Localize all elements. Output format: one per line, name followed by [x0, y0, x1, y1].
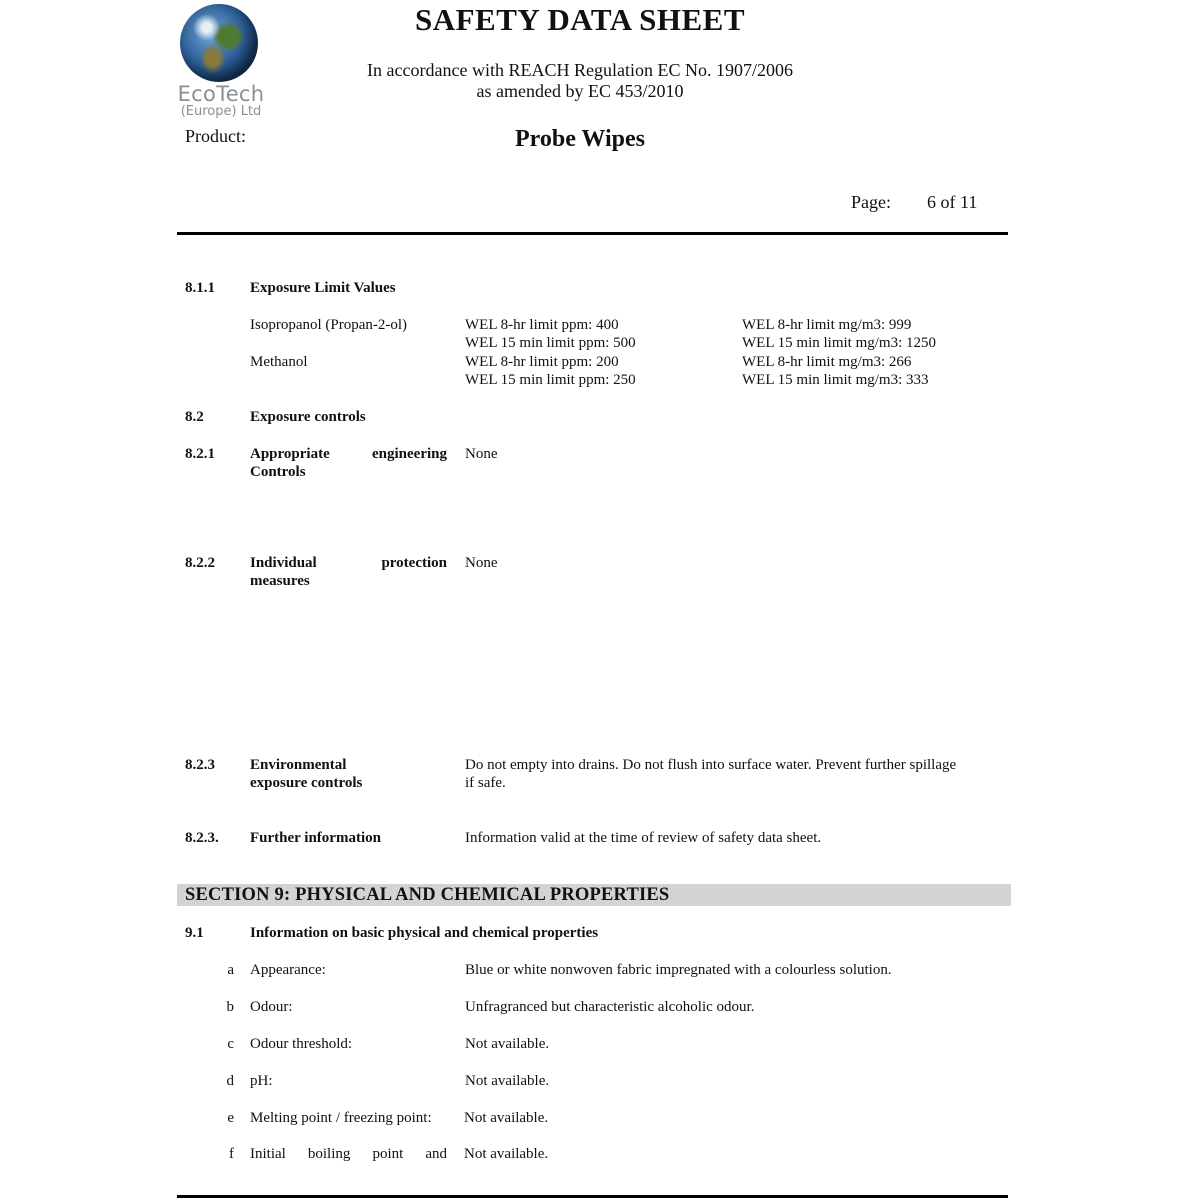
- section-number: 9.1: [185, 925, 204, 941]
- footer-divider: [177, 1195, 1008, 1198]
- property-value: Blue or white nonwoven fabric impregnated with a colourless solution.: [465, 962, 892, 978]
- property-letter: c: [227, 1036, 234, 1052]
- header-divider: [177, 232, 1008, 235]
- logo-subtitle: (Europe) Ltd: [180, 104, 262, 119]
- substance-name: Methanol: [250, 354, 308, 370]
- logo-name: EcoTech: [177, 82, 265, 106]
- limit-value: WEL 15 min limit mg/m3: 1250: [742, 335, 937, 351]
- field-value: None: [465, 555, 498, 571]
- label-word: protection: [381, 555, 447, 571]
- property-letter: a: [227, 962, 234, 978]
- globe-logo-icon: [180, 4, 258, 82]
- property-value: Not available.: [465, 1036, 550, 1052]
- field-label-line: exposure controls: [250, 775, 363, 791]
- property-value: Not available.: [464, 1146, 549, 1162]
- field-label-line: Controls: [250, 464, 306, 480]
- field-label-line: measures: [250, 573, 310, 589]
- section-number: 8.2.3.: [185, 830, 219, 846]
- section-heading: Exposure controls: [250, 409, 366, 425]
- document-title: SAFETY DATA SHEET: [414, 2, 746, 37]
- limit-value: WEL 15 min limit mg/m3: 333: [742, 372, 929, 388]
- limit-value: WEL 15 min limit ppm: 250: [465, 372, 636, 388]
- property-label: Odour threshold:: [250, 1036, 353, 1052]
- property-letter: f: [229, 1146, 234, 1162]
- field-value: None: [465, 446, 498, 462]
- substance-name: Isopropanol (Propan-2-ol): [250, 317, 408, 333]
- section-number: 8.2.1: [185, 446, 215, 462]
- property-value: Unfragranced but characteristic alcoholic odour.: [465, 999, 755, 1015]
- section-title: SECTION 9: PHYSICAL AND CHEMICAL PROPERTIES: [185, 885, 670, 905]
- limit-value: WEL 8-hr limit ppm: 400: [465, 317, 619, 333]
- limit-value: WEL 8-hr limit ppm: 200: [465, 354, 619, 370]
- product-label: Product:: [185, 126, 246, 146]
- regulation-line-1: In accordance with REACH Regulation EC No. 1907/2006: [367, 60, 793, 80]
- product-name: Probe Wipes: [514, 126, 646, 152]
- label-word: Initial: [250, 1146, 286, 1162]
- section-heading: Exposure Limit Values: [250, 280, 396, 296]
- property-value: Not available.: [465, 1073, 550, 1089]
- field-label-line: Environmental: [250, 757, 347, 773]
- section-number: 8.2.3: [185, 757, 215, 773]
- limit-value: WEL 15 min limit ppm: 500: [465, 335, 636, 351]
- field-value: Do not empty into drains. Do not flush into surface water. Prevent further spillage: [465, 757, 957, 773]
- label-word: Individual: [250, 555, 317, 571]
- section-number: 8.2: [185, 409, 204, 425]
- field-value: Information valid at the time of review of safety data sheet.: [465, 830, 822, 846]
- property-label: pH:: [250, 1073, 273, 1089]
- field-label: [250, 445, 447, 464]
- page-label: Page:: [851, 192, 891, 212]
- label-word: and: [425, 1146, 447, 1162]
- section-heading: Information on basic physical and chemical properties: [250, 925, 599, 941]
- section-number: 8.1.1: [185, 280, 215, 296]
- property-label: Melting point / freezing point:: [250, 1110, 432, 1126]
- regulation-note: [330, 60, 830, 102]
- property-label: Odour:: [250, 999, 293, 1015]
- property-label: [250, 1145, 447, 1164]
- label-word: boiling: [307, 1146, 351, 1162]
- field-value: if safe.: [465, 775, 506, 791]
- property-letter: e: [227, 1110, 234, 1126]
- label-word: Appropriate: [250, 446, 330, 462]
- property-label: Appearance:: [250, 962, 326, 978]
- page-number: 6 of 11: [927, 192, 978, 212]
- limit-value: WEL 8-hr limit mg/m3: 266: [742, 354, 912, 370]
- regulation-line-2: as amended by EC 453/2010: [476, 81, 684, 101]
- field-label: Further information: [250, 830, 381, 846]
- property-letter: b: [226, 999, 234, 1015]
- label-word: engineering: [372, 446, 447, 462]
- property-value: Not available.: [464, 1110, 549, 1126]
- field-label: [250, 554, 447, 573]
- label-word: point: [372, 1146, 404, 1162]
- limit-value: WEL 8-hr limit mg/m3: 999: [742, 317, 912, 333]
- property-letter: d: [226, 1073, 234, 1089]
- section-number: 8.2.2: [185, 555, 215, 571]
